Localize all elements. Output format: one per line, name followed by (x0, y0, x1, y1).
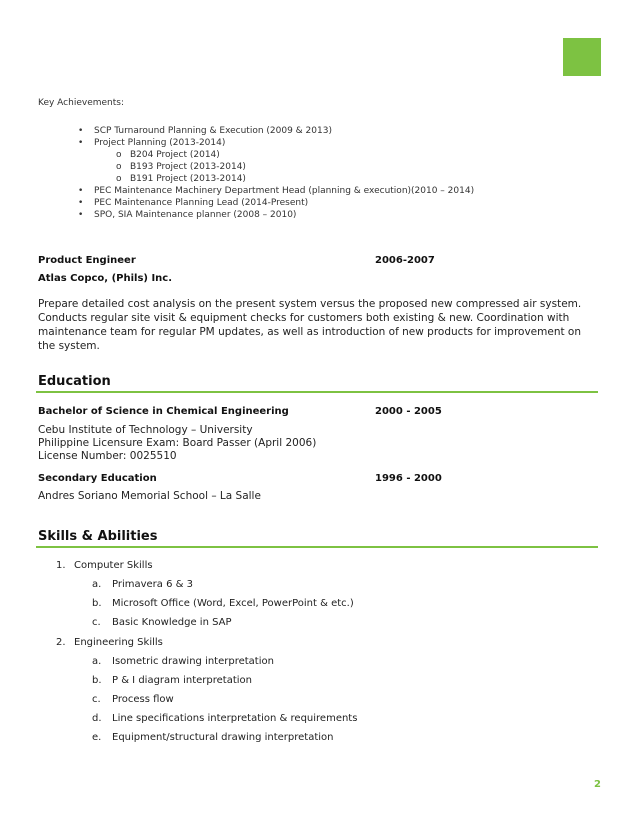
list-item: b. P & I diagram interpretation (92, 675, 252, 686)
bullet-icon: • (78, 126, 84, 136)
accent-square (563, 38, 601, 76)
bullet-icon: • (78, 210, 84, 220)
school-name: Cebu Institute of Technology – University (38, 424, 253, 436)
circle-bullet-icon: o (116, 162, 122, 172)
bullet-icon: • (78, 186, 84, 196)
list-item: • PEC Maintenance Machinery Department Head (planning & execution)(2010 – 2014) (78, 186, 475, 196)
circle-bullet-icon: o (116, 174, 122, 184)
list-item: • Project Planning (2013-2014) (78, 138, 226, 148)
bullet-icon: • (78, 198, 84, 208)
list-item: c. Basic Knowledge in SAP (92, 617, 232, 628)
list-item: a. Primavera 6 & 3 (92, 579, 193, 590)
circle-bullet-icon: o (116, 150, 122, 160)
job-description: Prepare detailed cost analysis on the present system versus the proposed new compressed air system. Conducts regular site visit & equipment checks for customers both existing & new. Coordination with maintenance team for regular PM updates, as well as introduction of new products for improvement on the system. (38, 298, 582, 352)
bullet-icon: • (78, 138, 84, 148)
list-item: b. Microsoft Office (Word, Excel, PowerPoint & etc.) (92, 598, 354, 609)
section-divider (36, 546, 598, 548)
licensure-exam: Philippine Licensure Exam: Board Passer (April 2006) (38, 437, 317, 449)
list-item: c. Process flow (92, 694, 174, 705)
list-item: e. Equipment/structural drawing interpretation (92, 732, 334, 743)
achievements-list (78, 125, 474, 221)
secondary-years: 1996 - 2000 (375, 473, 442, 484)
list-item: o B204 Project (2014) (116, 150, 220, 160)
skills-heading: Skills & Abilities (38, 529, 158, 544)
list-item: • PEC Maintenance Planning Lead (2014-Present) (78, 198, 309, 208)
secondary-school-name: Andres Soriano Memorial School – La Salle (38, 490, 261, 502)
list-item: • SCP Turnaround Planning & Execution (2009 & 2013) (78, 126, 332, 136)
degree-title: Bachelor of Science in Chemical Engineering (38, 406, 289, 417)
list-item: a. Isometric drawing interpretation (92, 656, 274, 667)
list-item: 2. Engineering Skills (56, 637, 163, 648)
key-achievements-title: Key Achievements: (38, 98, 124, 108)
list-item: o B191 Project (2013-2014) (116, 174, 246, 184)
secondary-title: Secondary Education (38, 473, 157, 484)
education-heading: Education (38, 374, 111, 389)
page-number: 2 (594, 779, 601, 790)
company-name: Atlas Copco, (Phils) Inc. (38, 273, 173, 284)
license-number: License Number: 0025510 (38, 450, 177, 462)
list-item: o B193 Project (2013-2014) (116, 162, 246, 172)
list-item: • SPO, SIA Maintenance planner (2008 – 2010) (78, 210, 297, 220)
degree-years: 2000 - 2005 (375, 406, 442, 417)
job-title: Product Engineer (38, 255, 136, 266)
list-item: d. Line specifications interpretation & requirements (92, 713, 358, 724)
list-item: 1. Computer Skills (56, 560, 153, 571)
section-divider (36, 391, 598, 393)
job-years: 2006-2007 (375, 255, 435, 266)
